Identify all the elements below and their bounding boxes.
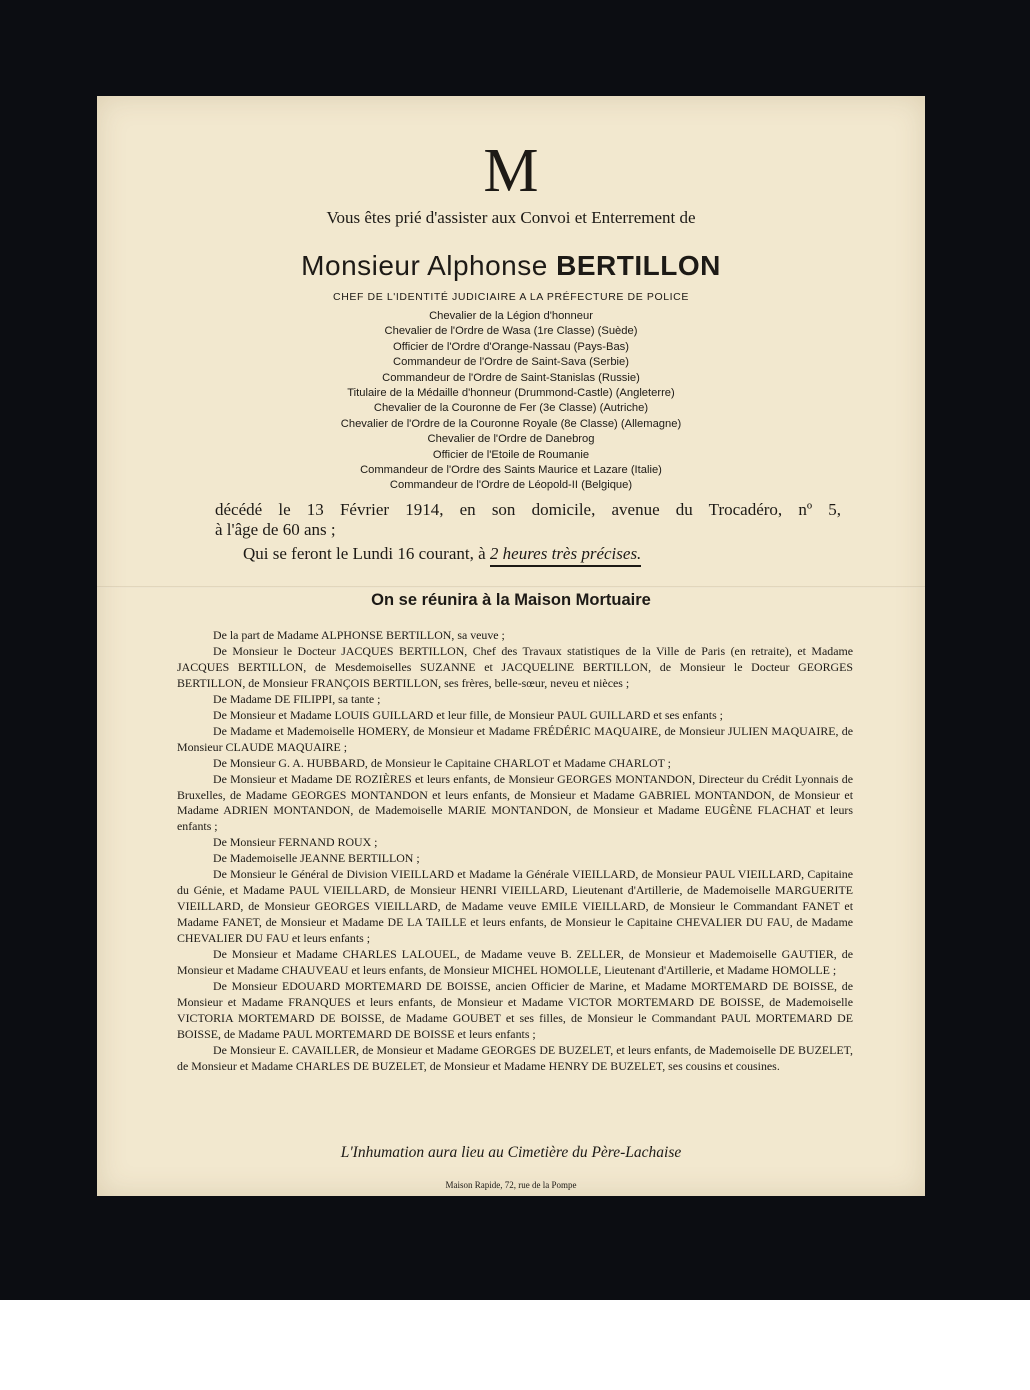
- family-paragraph: De Mademoiselle JEANNE BERTILLON ;: [213, 851, 420, 866]
- family-paragraph: De Monsieur le Docteur JACQUES BERTILLON, Chef des Travaux statistiques de la Ville de Paris (en retraite), et Madame JACQUES BERTILLON, de Mesdemoiselles SUZANNE et JACQUELINE BERTILLON, de Monsieur le Docteur GEORGES BERTILLON, de Monsieur FRANÇOIS BERTILLON, ses frères, belle-sœur, neveu et nièces ;: [177, 643, 853, 690]
- deceased-surname: BERTILLON: [556, 250, 721, 281]
- family-paragraph: De Monsieur et Madame DE ROZIÈRES et leurs enfants, de Monsieur GEORGES MONTANDON, Directeur du Crédit Lyonnais de Bruxelles, de Madame GEORGES MONTANDON et leurs enfants, de Monsieur et Madame GABRIEL MONTANDON, de Monsieur et Madame ADRIEN MONTANDON, de Mademoiselle MARIE MONTANDON, de Monsieur et Madame EUGÈNE FLACHAT et leurs enfants ;: [177, 771, 853, 834]
- honours-list: [97, 309, 925, 494]
- gathering-heading: On se réunira à la Maison Mortuaire: [371, 591, 651, 609]
- honour-line: Commandeur de l'Ordre de Saint-Stanislas (Russie): [382, 371, 640, 384]
- family-paragraph: De Monsieur E. CAVAILLER, de Monsieur et Madame GEORGES DE BUZELET, et leurs enfants, de Mademoiselle DE BUZELET, de Monsieur et Madame CHARLES DE BUZELET, de Monsieur et Madame HENRY DE BUZELET, ses cousins et cousines.: [177, 1042, 853, 1073]
- death-statement: [215, 500, 841, 540]
- honour-line: Titulaire de la Médaille d'honneur (Drummond-Castle) (Angleterre): [347, 387, 675, 400]
- honour-line: Chevalier de l'Ordre de la Couronne Royale (8e Classe) (Allemagne): [340, 417, 682, 430]
- death-date-place: décédé le 13 Février 1914, en son domicile, avenue du Trocadéro, nº 5,: [215, 500, 841, 519]
- notice-initial: M: [483, 137, 539, 205]
- paper-fold: [97, 586, 925, 588]
- honour-line: Chevalier de la Couronne de Fer (3e Classe) (Autriche): [373, 402, 649, 415]
- family-paragraph: De la part de Madame ALPHONSE BERTILLON, sa veuve ;: [213, 628, 505, 642]
- ceremony-time: 2 heures très précises.: [490, 544, 641, 567]
- deceased-name: [97, 250, 925, 282]
- ceremony-text: Qui se feront le Lundi 16 courant, à: [243, 544, 486, 563]
- honour-line: Commandeur de l'Ordre de Léopold-II (Belgique): [389, 479, 633, 492]
- honour-line: Chevalier de l'Ordre de Wasa (1re Classe) (Suède): [384, 325, 638, 338]
- honour-line: Chevalier de l'Ordre de Danebrog: [427, 433, 595, 446]
- burial-line: L'Inhumation aura lieu au Cimetière du Père-Lachaise: [340, 1144, 682, 1161]
- family-paragraph: De Monsieur EDOUARD MORTEMARD DE BOISSE, ancien Officier de Marine, et Madame MORTEMARD DE BOISSE, de Monsieur et Madame FRANQUES et leurs enfants, de Monsieur et Madame VICTOR MORTEMARD DE BOISSE, de Mademoiselle VICTORIA MORTEMARD DE BOISSE, de Madame GOUBET et ses filles, de Monsieur le Commandant PAUL MORTEMARD DE BOISSE, de Madame PAUL MORTEMARD DE BOISSE et leurs enfants ;: [177, 978, 853, 1041]
- family-list: [177, 628, 853, 1075]
- ceremony-line: [243, 544, 641, 564]
- family-paragraph: De Monsieur le Général de Division VIEILLARD et Madame la Générale VIEILLARD, de Monsieur PAUL VIEILLARD, Capitaine du Génie, et Madame PAUL VIEILLARD, de Monsieur HENRI VIEILLARD, Lieutenant d'Artillerie, de Mademoiselle MARGUERITE VIEILLARD, de Monsieur GEORGES VIEILLARD, de Madame veuve EMILE VIEILLARD, de Monsieur le Commandant FANET et Madame FANET, de Monsieur et Madame DE LA TAILLE et leurs enfants, de Monsieur le Capitaine CHEVALIER DU FAU, de Madame CHEVALIER DU FAU et leurs enfants ;: [177, 867, 853, 946]
- honour-line: Officier de l'Ordre d'Orange-Nassau (Pays-Bas): [393, 340, 629, 353]
- printer-imprint: Maison Rapide, 72, rue de la Pompe: [445, 1180, 577, 1190]
- funeral-notice: [97, 96, 925, 1196]
- honour-line: Commandeur de l'Ordre de Saint-Sava (Serbie): [393, 356, 629, 369]
- family-paragraph: De Monsieur G. A. HUBBARD, de Monsieur le Capitaine CHARLOT et Madame CHARLOT ;: [213, 755, 671, 770]
- honour-line: Officier de l'Etoile de Roumanie: [432, 448, 590, 461]
- deceased-first-name: Monsieur Alphonse: [301, 250, 548, 281]
- family-paragraph: De Monsieur et Madame LOUIS GUILLARD et leur fille, de Monsieur PAUL GUILLARD et ses enfants ;: [213, 707, 723, 722]
- honour-line: Commandeur de l'Ordre des Saints Maurice et Lazare (Italie): [360, 464, 662, 477]
- family-paragraph: De Monsieur et Madame CHARLES LALOUEL, de Madame veuve B. ZELLER, de Monsieur et Mademoiselle GAUTIER, de Monsieur et Madame CHAUVEAU et leurs enfants, de Monsieur MICHEL HOMOLLE, Lieutenant d'Artillerie, et Madame HOMOLLE ;: [177, 947, 853, 978]
- family-paragraph: De Madame et Mademoiselle HOMERY, de Monsieur et Madame FRÉDÉRIC MAQUAIRE, de Monsieur JULIEN MAQUAIRE, de Monsieur CLAUDE MAQUAIRE ;: [177, 723, 853, 754]
- family-paragraph: De Madame DE FILIPPI, sa tante ;: [213, 691, 381, 706]
- invitation-line: Vous êtes prié d'assister aux Convoi et Enterrement de: [326, 208, 696, 227]
- honour-line: Chevalier de la Légion d'honneur: [429, 310, 593, 322]
- main-title: CHEF DE L'IDENTITÉ JUDICIAIRE A LA PRÉFECTURE DE POLICE: [333, 291, 689, 303]
- death-age: à l'âge de 60 ans ;: [215, 520, 336, 539]
- family-paragraph: De Monsieur FERNAND ROUX ;: [213, 835, 378, 850]
